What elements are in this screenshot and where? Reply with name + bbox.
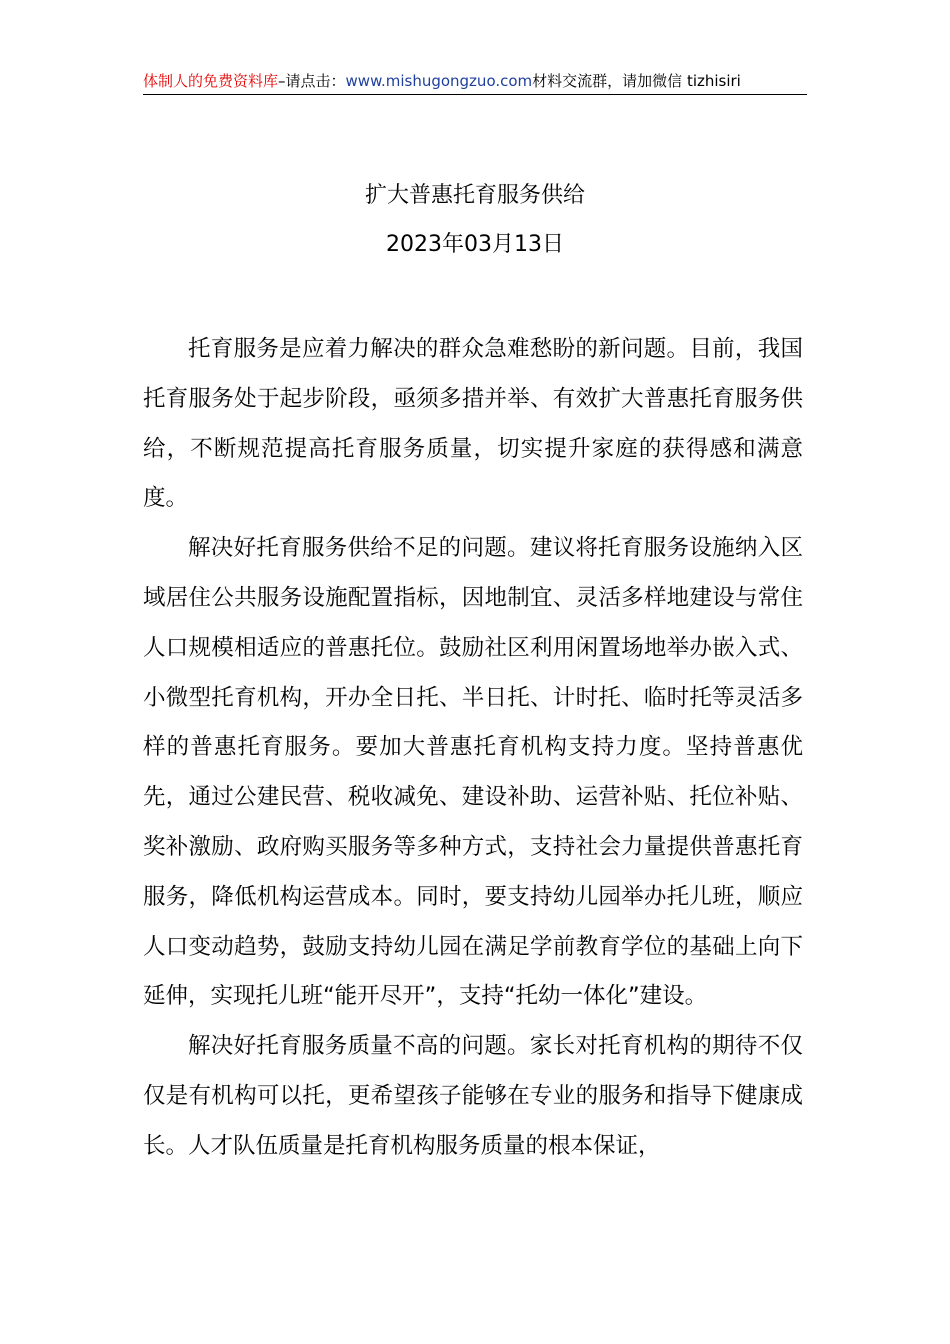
document-date: 2023年03月13日: [386, 232, 564, 257]
paragraph: 解决好托育服务供给不足的问题。建议将托育服务设施纳入区域居住公共服务设施配置指标，因地制宜、灵活多样地建设与常住人口规模相适应的普惠托位。鼓励社区利用闲置场地举办嵌入式、小微型托育机构，开办全日托、半日托、计时托、临时托等灵活多样的普惠托育服务。要加大普惠托育机构支持力度。坚持普惠优先，通过公建民营、税收减免、建设补助、运营补贴、托位补贴、奖补激励、政府购买服务等多种方式，支持社会力量提供普惠托育服务，降低机构运营成本。同时，要支持幼儿园举办托儿班，顺应人口变动趋势，鼓励支持幼儿园在满足学前教育学位的基础上向下延伸，实现托儿班“能开尽开”，支持“托幼一体化”建设。: [143, 535, 803, 1010]
paragraph: 解决好托育服务质量不高的问题。家长对托育机构的期待不仅仅是有机构可以托，更希望孩子能够在专业的服务和指导下健康成长。人才队伍质量是托育机构服务质量的根本保证，: [143, 1033, 803, 1159]
paragraph: 托育服务是应着力解决的群众急难愁盼的新问题。目前，我国托育服务处于起步阶段，亟须多措并举、有效扩大普惠托育服务供给，不断规范提高托育服务质量，切实提升家庭的获得感和满意度。: [143, 336, 803, 512]
page-header: [143, 70, 807, 95]
header-prompt: –请点击：: [278, 72, 346, 90]
document-title: 扩大普惠托育服务供给: [364, 183, 585, 208]
header-contact: 材料交流群，请加微信 tizhisiri: [532, 72, 741, 90]
header-brand: 体制人的免费资料库: [143, 72, 279, 90]
header-link[interactable]: www.mishugongzuo.com: [345, 72, 533, 90]
document-body: [143, 325, 803, 1172]
